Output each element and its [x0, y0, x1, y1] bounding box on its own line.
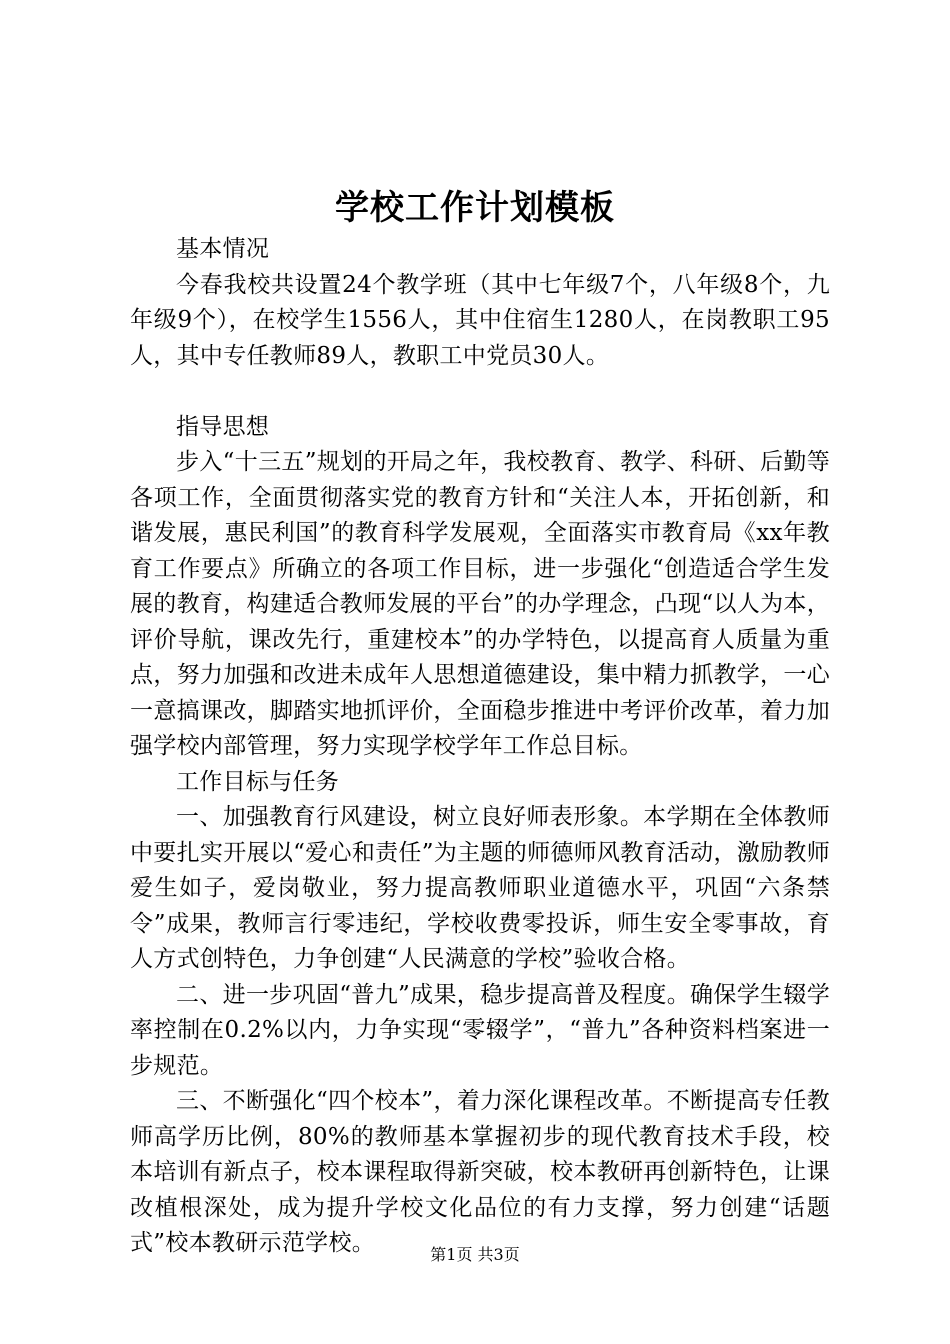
section-heading-goals-tasks: 工作目标与任务: [176, 768, 340, 795]
document-title: 学校工作计划模板: [335, 188, 615, 228]
blank-line: [130, 374, 830, 410]
section-heading-guiding-thought: 指导思想: [176, 413, 270, 440]
document-body: [130, 232, 830, 1262]
paragraph-goal-2: 二、进一步巩固“普九”成果，稳步提高普及程度。确保学生辍学率控制在0.2%以内，力争实现“零辍学”，“普九”各种资料档案进一步规范。: [130, 981, 830, 1079]
paragraph-basic-info: 今春我校共设置24个教学班（其中七年级7个，八年级8个，九年级9个），在校学生1556人，其中住宿生1280人，在岗教职工95人，其中专任教师89人，教职工中党员30人。: [130, 271, 830, 369]
section-heading-basic-info: 基本情况: [176, 236, 270, 262]
paragraph-guiding-thought: 步入“十三五”规划的开局之年，我校教育、教学、科研、后勤等各项工作，全面贯彻落实党的教育方针和“关注人本，开拓创新，和谐发展，惠民利国”的教育科学发展观，全面落实市教育局《xx年教育工作要点》所确立的各项工作目标，进一步强化“创造适合学生发展的教育，构建适合教师发展的平台”的办学理念，凸现“以人为本，评价导航，课改先行，重建校本”的办学特色，以提高育人质量为重点，努力加强和改进未成年人思想道德建设，集中精力抓教学，一心一意搞课改，脚踏实地抓评价，全面稳步推进中考评价改革，着力加强学校内部管理，努力实现学校学年工作总目标。: [130, 449, 830, 759]
page-footer: 第1页 共3页: [430, 1245, 520, 1264]
paragraph-goal-1: 一、加强教育行风建设，树立良好师表形象。本学期在全体教师中要扎实开展以“爱心和责任”为主题的师德师风教育活动，激励教师爱生如子，爱岗敬业，努力提高教师职业道德水平，巩固“六条禁令”成果，教师言行零违纪，学校收费零投诉，师生安全零事故，育人方式创特色，力争创建“人民满意的学校”验收合格。: [130, 804, 830, 972]
paragraph-goal-3: 三、不断强化“四个校本”，着力深化课程改革。不断提高专任教师高学历比例，80%的教师基本掌握初步的现代教育技术手段，校本培训有新点子，校本课程取得新突破，校本教研再创新特色，让课改植根深处，成为提升学校文化品位的有力支撑，努力创建“话题式”校本教研示范学校。: [130, 1088, 830, 1256]
